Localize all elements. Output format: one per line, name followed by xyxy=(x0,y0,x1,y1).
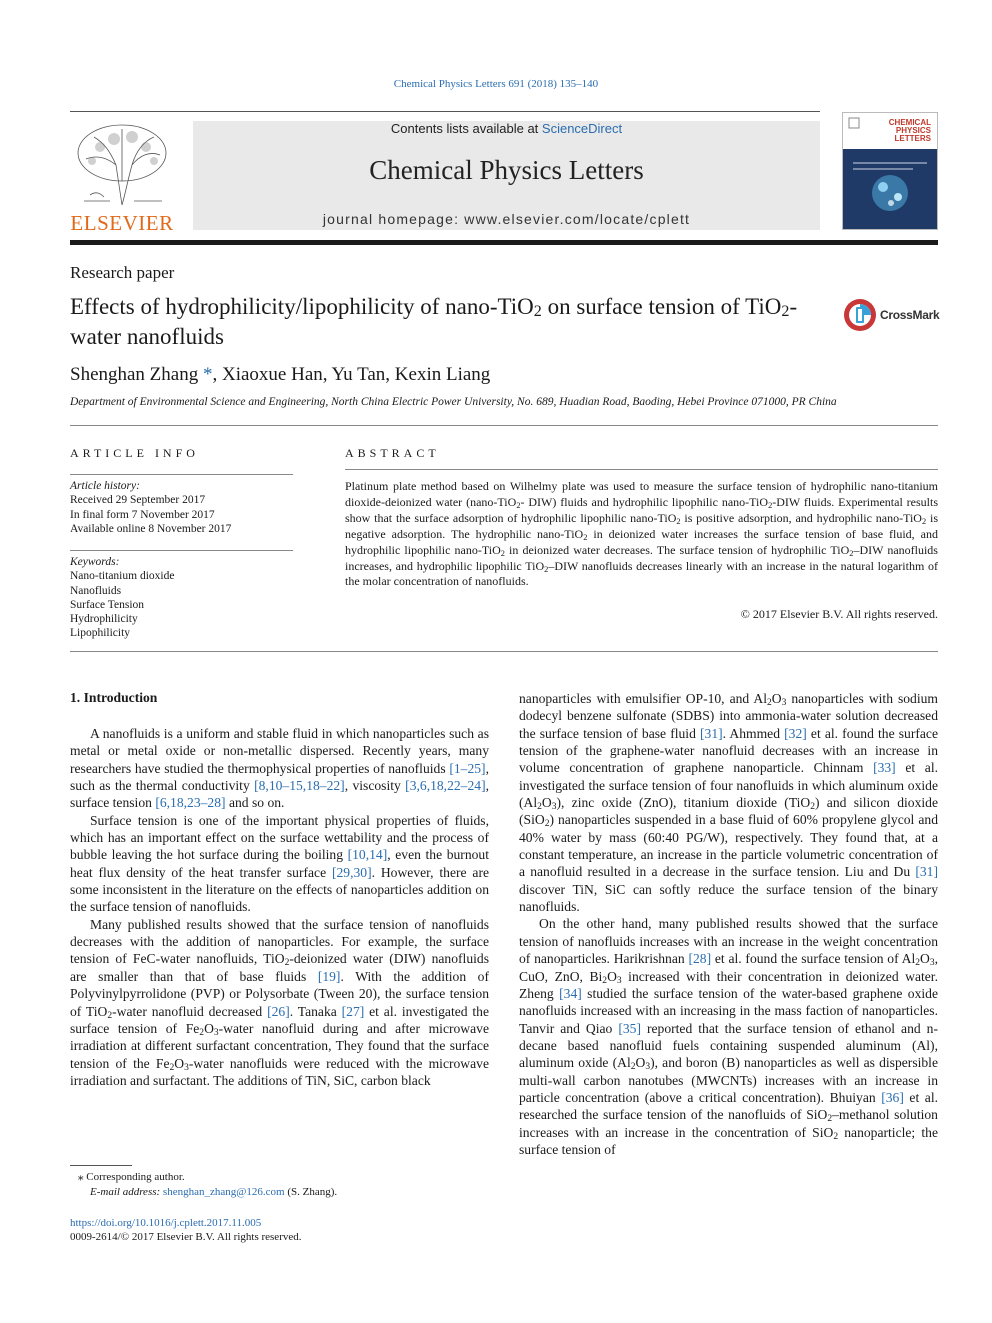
keyword: Surface Tension xyxy=(70,598,145,611)
issn-copyright: 0009-2614/© 2017 Elsevier B.V. All rights reserved. xyxy=(70,1231,302,1243)
journal-homepage xyxy=(193,211,820,227)
email-link[interactable]: shenghan_zhang@126.com xyxy=(162,1186,285,1198)
subscript: 3 xyxy=(184,1062,189,1073)
subscript: 2 xyxy=(767,698,772,708)
divider xyxy=(345,469,938,470)
history-label: Article history: xyxy=(70,480,140,492)
abstract-text: Platinum plate method based on Wilhelmy plate was used to measure the surface tension of hydrophilic nano-titanium dioxide-deionized water (nano-TiO$_2$- DIW) fluids and hydrophilic lipophilic nano-TiO$_2$-DIW fluids. Experimental results show that the surface adsorption of hydrophilic lipophilic nano-TiO$_2$ is positive adsorption, and hydrophilic nano-TiO$_2$ is negative adsorption. The hydrophilic nano-TiO$_2$ in deionized water increases the surface tension of base fluid, and hydrophilic lipophilic nano-TiO$_2$ in deionized water decreases. The surface tension of hydrophilic TiO$_2$–DIW nanofluids increases, and hydrophilic lipophilic TiO$_2$–DIW nanofluids decreases linearly with an increase in the natural logarithm of the molar concentration of nanofluids. xyxy=(345,479,939,589)
reference-link[interactable]: [8,10–15,18–22] xyxy=(254,778,345,794)
reference-link[interactable]: [32] xyxy=(784,725,807,741)
footnote-rule xyxy=(70,1165,132,1166)
subscript: 2 xyxy=(516,500,521,510)
subscript: 2 xyxy=(810,802,816,813)
sciencedirect-link[interactable]: ScienceDirect xyxy=(541,121,623,136)
reference-link[interactable]: [26] xyxy=(267,1003,290,1019)
subscript: 2 xyxy=(544,819,550,830)
subscript: 2 xyxy=(833,1131,839,1142)
article-title: Effects of hydrophilicity/lipophilicity of nano-TiO$_2$ on surface tension of TiO$_2$-water nanofluids xyxy=(70,294,798,349)
journal-name: Chemical Physics Letters xyxy=(369,155,644,185)
journal-cover-thumbnail[interactable] xyxy=(842,112,938,230)
reference-link[interactable]: [3,6,18,22–24] xyxy=(405,778,486,794)
crossmark-badge[interactable] xyxy=(843,298,943,334)
subscript: 2 xyxy=(537,802,542,813)
email-suffix: (S. Zhang). xyxy=(284,1186,338,1198)
reference-link[interactable]: [29,30] xyxy=(331,864,372,880)
subscript: 3 xyxy=(929,958,935,969)
history-received: Received 29 September 2017 xyxy=(70,494,206,507)
corresponding-author-note: ⁎ Corresponding author. xyxy=(78,1171,185,1183)
keyword: Hydrophilicity xyxy=(70,613,138,626)
subscript: 3 xyxy=(213,1027,219,1038)
subscript: 2 xyxy=(781,303,790,320)
subscript: 2 xyxy=(500,548,505,558)
subscript: 2 xyxy=(768,500,773,510)
crossmark-icon xyxy=(843,298,877,332)
cover-elsevier-icon xyxy=(848,117,860,129)
header-thick-rule xyxy=(70,240,938,245)
cover-header xyxy=(843,113,937,149)
email-label: E-mail address: xyxy=(90,1186,163,1198)
subscript: 3 xyxy=(616,975,622,986)
homepage-prefix: journal homepage: xyxy=(322,211,465,227)
subscript: 2 xyxy=(583,532,588,542)
keyword: Nanofluids xyxy=(70,584,122,597)
reference-link[interactable]: [28] xyxy=(688,951,712,967)
subscript: 2 xyxy=(921,516,927,526)
body-paragraph: A nanofluids is a uniform and stable fluid in which nanoparticles such as metal or metal oxide or non-metallic dispersed. Recently years, many researchers have studied the thermophysical properties of nanofluids [1–25], such as the thermal conductivity [8,10–15,18–22], viscosity [3,6,18,22–24], surface tension [6,18,23–28] and so on. xyxy=(70,726,489,811)
subscript: 3 xyxy=(781,698,787,708)
author-others: , Xiaoxue Han, Yu Tan, Kexin Liang xyxy=(212,364,491,385)
abstract-heading: ABSTRACT xyxy=(345,446,440,460)
crossmark-label: CrossMark xyxy=(880,308,940,322)
contents-line xyxy=(193,121,820,136)
cover-artwork xyxy=(843,149,937,229)
reference-link[interactable]: [27] xyxy=(341,1003,365,1019)
body-paragraph: nanoparticles with emulsifier OP-10, and $Al_2O_3$ nanoparticles with sodium dodecyl benzene sulfonate (SDBS) into ammonia-water solution decreased the surface tension of base fluid [31]. Ahmmed [32] et al. found the surface tension of the graphene-water nanofluid decreases with an increase in volume concentration of graphene nanoparticle. Chinnam [33] et al. investigated the surface tension of four nanofluids in which aluminum oxide $(Al_2O_3)$, zinc oxide (ZnO), titanium dioxide (TiO$_2$) and silicon dioxide (SiO$_2$) nanoparticles suspended in a base fluid of 60% propylene glycol and 40% water by mass (60:40 PG/W), respectively. They found that, at a constant temperature, an increase in the particle volumetric concentration of a nanofluid resulted in a decrease in the surface tension. Liu and Du [31] discover TiN, SiC can softly reduce the surface tension of the binary nanofluids. xyxy=(519,691,938,915)
reference-link[interactable]: [1–25] xyxy=(449,760,486,776)
reference-link[interactable]: [31] xyxy=(700,725,723,741)
divider xyxy=(70,651,938,652)
article-info-heading: ARTICLE INFO xyxy=(70,446,199,460)
subscript: 2 xyxy=(849,548,854,558)
journal-citation[interactable]: Chemical Physics Letters 691 (2018) 135–140 xyxy=(393,78,599,90)
reference-link[interactable]: [10,14] xyxy=(347,847,388,863)
elsevier-wordmark: ELSEVIER xyxy=(70,211,174,235)
keywords-label: Keywords: xyxy=(70,556,120,568)
body-paragraph: Many published results showed that the surface tension of nanofluids decreases with the addition of nanoparticles. For example, the surface tension of FeC-water nanofluids, TiO$_2$-deionized water (DIW) nanofluids are smaller than that of base fluids [19]. With the addition of Polyvinylpyrrolidone (PVP) or Polysorbate (Tween 20), the surface tension of TiO$_2$-water nanofluid decreased [26]. Tanaka [27] et al. investigated the surface tension of $Fe_2O_3$-water nanofluid during and after microwave irradiation at different surfactant concentration, They found that the surface tension of the $Fe_2O_3$-water nanofluids were reduced with the microwave irradiation and surfactant. The additions of TiN, SiC, carbon black xyxy=(70,916,490,1088)
cover-title: CHEMICAL PHYSICS LETTERS xyxy=(888,118,931,143)
subscript: 2 xyxy=(602,975,608,986)
history-online: Available online 8 November 2017 xyxy=(70,522,232,535)
subscript: 2 xyxy=(676,516,681,526)
abstract-copyright: © 2017 Elsevier B.V. All rights reserved. xyxy=(740,607,938,621)
subscript: 2 xyxy=(544,564,549,574)
reference-link[interactable]: [36] xyxy=(881,1089,904,1105)
subscript: 3 xyxy=(645,1062,651,1073)
history-revised: In final form 7 November 2017 xyxy=(70,508,215,521)
corresponding-author-marker[interactable]: * xyxy=(198,364,213,385)
subscript: 2 xyxy=(827,1114,833,1125)
reference-link[interactable]: [35] xyxy=(618,1020,641,1036)
subscript: 2 xyxy=(533,303,542,320)
homepage-link[interactable]: www.elsevier.com/locate/cplett xyxy=(464,211,691,227)
subscript: 2 xyxy=(169,1062,175,1073)
section-heading: 1. Introduction xyxy=(70,690,158,705)
divider xyxy=(70,425,938,426)
keyword: Lipophilicity xyxy=(70,627,131,640)
body-paragraph: Surface tension is one of the important physical properties of fluids, which has an important effect on the surface wettability and the process of bubble leaving the hot surface during the boiling [10,14], even the burnout heat flux density of the heat transfer surface [29,30]. However, there are some inconsistent in the literature on the effects of nanoparticles addition on the surface tension of nanofluids. xyxy=(70,812,490,915)
article-history xyxy=(70,479,293,536)
author-zhang[interactable]: Shenghan Zhang xyxy=(70,364,199,385)
reference-link[interactable]: [31] xyxy=(915,864,938,880)
divider xyxy=(70,474,293,475)
subscript: 3 xyxy=(551,802,557,813)
keywords xyxy=(70,555,293,641)
author-list xyxy=(70,364,490,386)
body-right-column xyxy=(519,690,938,1158)
reference-link[interactable]: [19] xyxy=(317,968,341,984)
doi-link[interactable]: https://doi.org/10.1016/j.cplett.2017.11.005 xyxy=(70,1217,262,1229)
email-note xyxy=(90,1186,337,1198)
divider xyxy=(70,550,293,551)
keyword: Nano-titanium dioxide xyxy=(70,570,175,583)
affiliation: Department of Environmental Science and Engineering, North China Electric Power University, No. 689, Huadian Road, Baoding, Hebei Province 071000, PR China xyxy=(70,396,837,408)
article-type: Research paper xyxy=(70,263,175,282)
subscript: 2 xyxy=(107,1010,113,1021)
body-paragraph: On the other hand, many published results showed that the surface tension of nanofluids increases with an increase in the weight concentration of nanoparticles. Harikrishnan [28] et al. found the surface tension of $Al_2O_3$, CuO, ZnO, $Bi_2O_3$ increased with their concentration in deionized water. Zheng [34] studied the surface tension of the water-based graphene oxide nanofluids increased with an increasing in the mass faction of nanoparticles. Tanvir and Qiao [35] reported that the surface tension of ethanol and n-decane based nanofluid fuels containing suspended aluminum (Al), aluminum oxide $(Al_2O_3)$, and boron (B) nanoparticles as well as dispersible multi-wall carbon nanotubes (MWCNTs) increases with an increase in particle concentration (above a critical concentration). Bhuiyan [36] et al. researched the surface tension of the nanofluids of SiO$_2$–methanol solution increases with an increase in the concentration of SiO$_2$ nanoparticle; the surface tension of xyxy=(519,916,938,1157)
subscript: 2 xyxy=(630,1062,636,1073)
header-rule xyxy=(70,111,820,112)
cover-molecule-icon xyxy=(843,149,937,229)
subscript: 2 xyxy=(915,958,920,969)
subscript: 2 xyxy=(199,1027,205,1038)
reference-link[interactable]: [34] xyxy=(559,985,582,1001)
reference-link[interactable]: [33] xyxy=(873,760,896,776)
contents-prefix: Contents lists available at xyxy=(390,121,542,136)
body-left-column xyxy=(70,725,489,1089)
reference-link[interactable]: [6,18,23–28] xyxy=(155,795,226,811)
subscript: 2 xyxy=(284,958,290,969)
